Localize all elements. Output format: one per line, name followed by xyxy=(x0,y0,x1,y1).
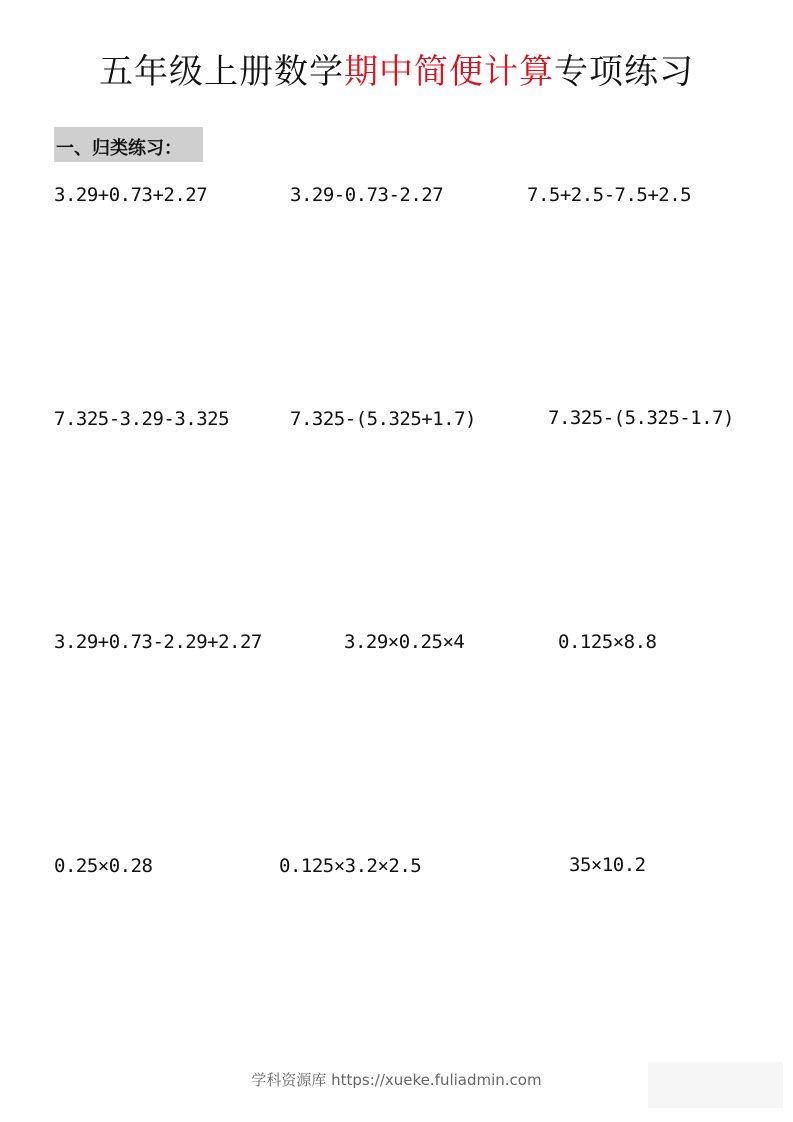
page-title xyxy=(0,48,793,96)
problem-7: 3.29+0.73-2.29+2.27 xyxy=(54,631,262,653)
problem-6: 7.325-(5.325-1.7) xyxy=(548,407,734,429)
section-heading: 一、归类练习： xyxy=(54,127,203,162)
problem-11: 0.125×3.2×2.5 xyxy=(279,855,422,877)
problem-5: 7.325-(5.325+1.7) xyxy=(290,408,476,430)
problem-1: 3.29+0.73+2.27 xyxy=(54,184,208,206)
title-part-2: 专项练习 xyxy=(554,52,694,92)
problem-8: 3.29×0.25×4 xyxy=(344,631,465,653)
footer-source: 学科资源库 https://xueke.fuliadmin.com xyxy=(251,1071,542,1089)
title-part-1: 五年级上册数学 xyxy=(99,52,344,92)
problem-3: 7.5+2.5-7.5+2.5 xyxy=(527,184,692,206)
problem-12: 35×10.2 xyxy=(569,854,646,876)
title-highlight: 期中简便计算 xyxy=(344,52,554,92)
problem-2: 3.29-0.73-2.27 xyxy=(290,184,444,206)
problem-9: 0.125×8.8 xyxy=(558,631,657,653)
problem-4: 7.325-3.29-3.325 xyxy=(54,408,230,430)
problem-10: 0.25×0.28 xyxy=(54,855,153,877)
